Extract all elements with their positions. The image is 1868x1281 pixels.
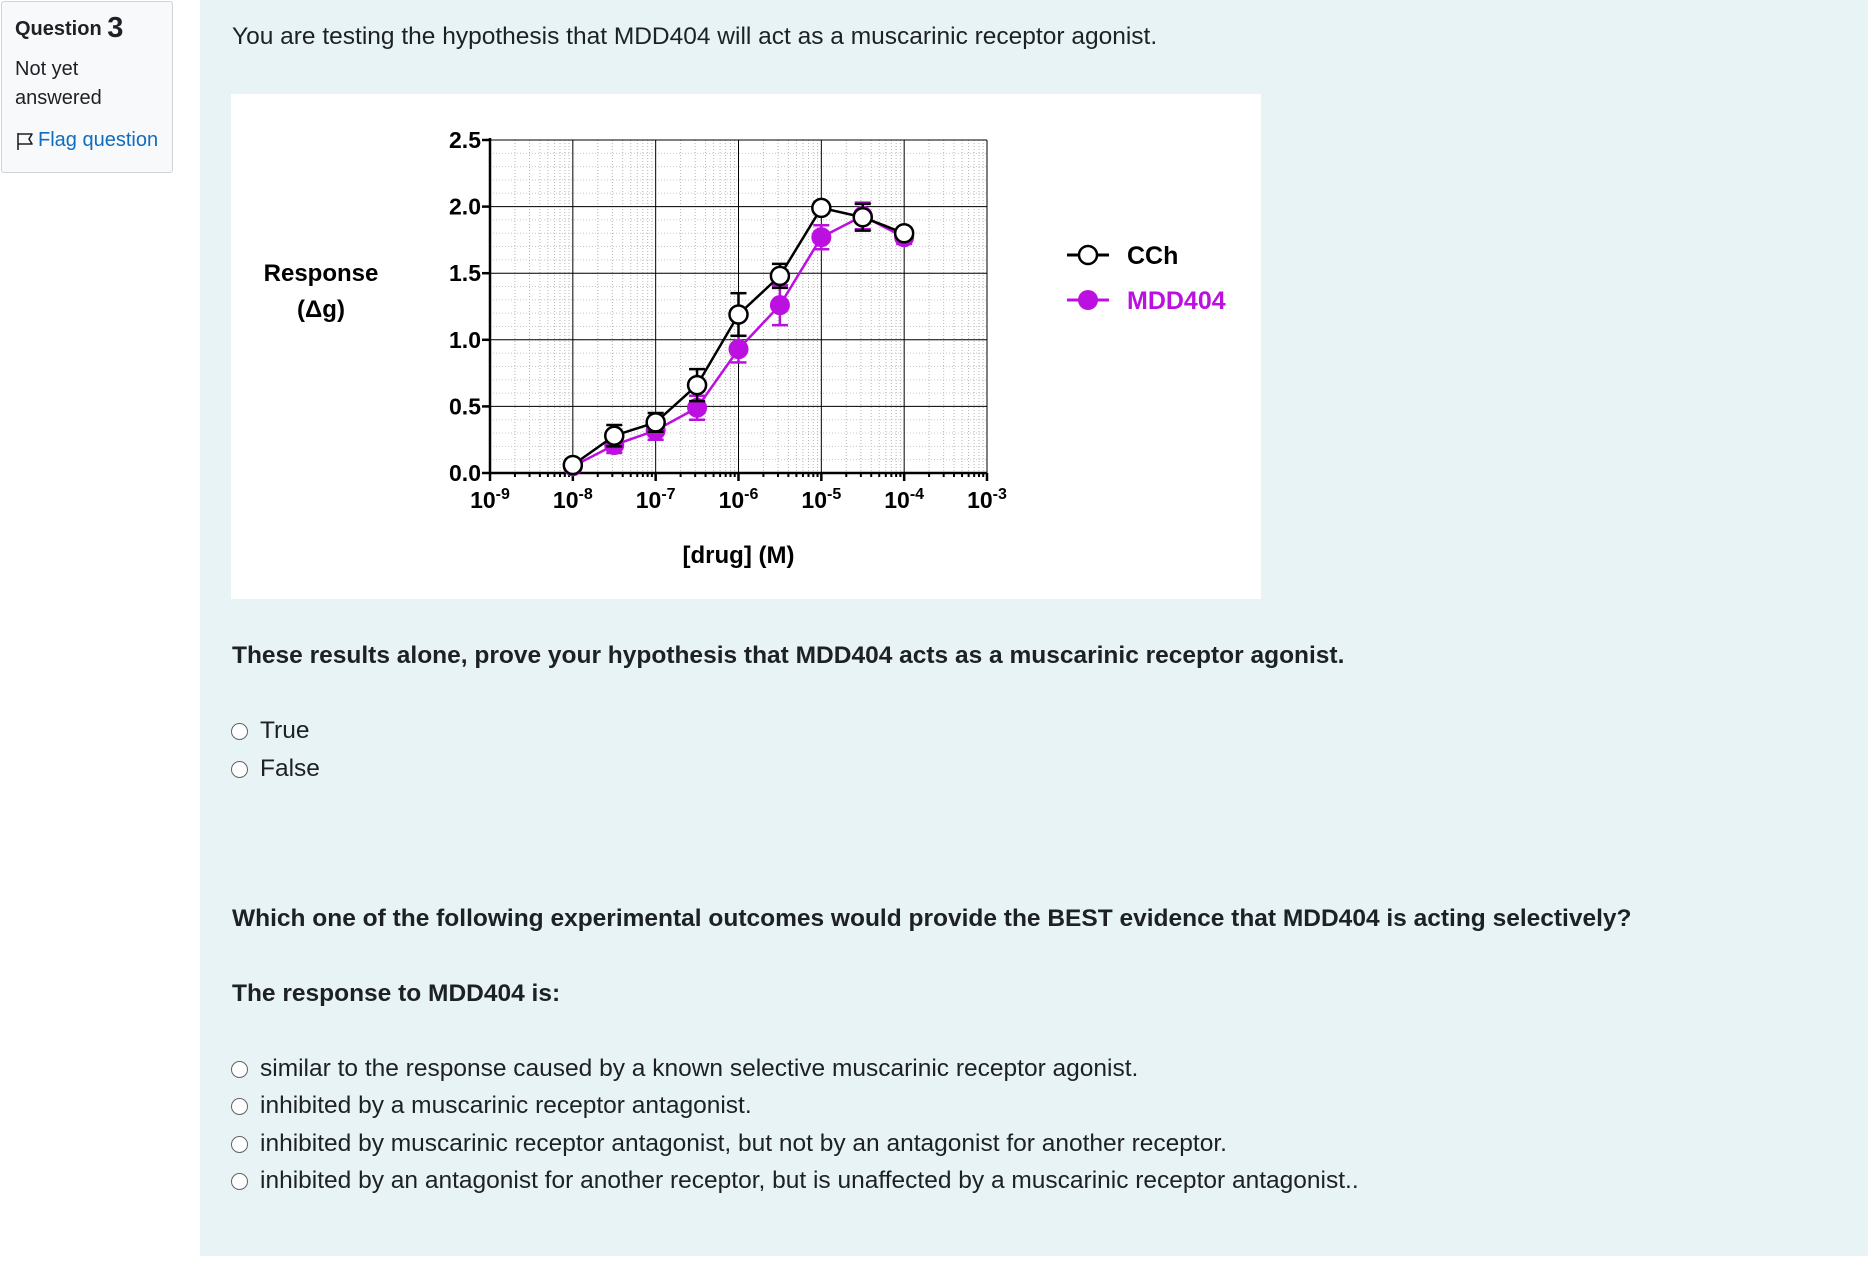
data-point-cch [564,456,582,474]
x-tick-label: $10^{-8}$ [552,486,593,513]
y-tick-label: 1.0 [449,326,481,353]
x-tick-label: $10^{-7}$ [635,486,676,513]
y-tick-label: 1.5 [449,260,481,287]
option-true-label: True [260,717,310,744]
dose-response-chart [231,94,1261,599]
data-point-cch [895,224,913,242]
data-point-mdd404 [729,340,748,359]
option-true[interactable] [231,717,309,745]
x-tick-label: $10^{-9}$ [470,486,510,513]
option-d[interactable] [231,1167,1359,1195]
y-tick-label: 2.5 [449,127,481,153]
option-d-label: inhibited by an antagonist for another receptor, but is unaffected by a muscarinic receptor antagonist.. [260,1167,1359,1194]
question-content [200,0,1868,1256]
flag-question-link[interactable] [15,129,172,152]
radio-b[interactable] [231,1098,248,1115]
option-a-label: similar to the response caused by a known selective muscarinic receptor agonist. [260,1055,1139,1082]
question-2-prompt: Which one of the following experimental outcomes would provide the BEST evidence that MDD404 is acting selectively? [232,905,1632,932]
x-tick-label: $10^{-4}$ [884,486,925,513]
option-false[interactable] [231,755,320,783]
data-point-cch [688,376,706,394]
question-intro: You are testing the hypothesis that MDD404 will act as a muscarinic receptor agonist. [232,23,1158,50]
y-axis-title-line1: Response [263,260,379,287]
radio-d[interactable] [231,1173,248,1190]
radio-true[interactable] [231,723,248,740]
question-info-panel [1,1,173,173]
question-word: Question [15,18,102,40]
data-point-cch [605,427,623,445]
legend-marker-cch [1079,246,1097,264]
question-number-value: 3 [107,12,124,44]
question-2-stem: The response to MDD404 is: [232,980,561,1007]
question-statement: These results alone, prove your hypothesis that MDD404 acts as a muscarinic receptor agonist. [232,642,1345,669]
flag-icon [15,131,35,151]
option-c[interactable] [231,1130,1227,1158]
option-a[interactable] [231,1055,1138,1083]
option-false-label: False [260,755,320,782]
data-point-cch [812,199,830,217]
data-point-cch [730,305,748,323]
radio-a[interactable] [231,1061,248,1078]
option-b-label: inhibited by a muscarinic receptor antagonist. [260,1092,752,1119]
x-tick-label: $10^{-6}$ [718,486,759,513]
x-axis-title: [drug] (M) [682,542,795,569]
question-state: Not yet answered [15,58,102,109]
x-tick-label: $10^{-5}$ [801,486,842,513]
legend-marker-mdd404 [1078,290,1098,310]
option-c-label: inhibited by muscarinic receptor antagonist, but not by an antagonist for another receptor. [260,1130,1227,1157]
option-b[interactable] [231,1092,752,1120]
data-point-mdd404 [770,296,789,315]
question-number [15,14,172,43]
dose-response-chart-svg [231,94,1261,599]
flag-question-label: Flag question [38,129,159,151]
y-axis-title-line2: (Δg) [297,296,345,323]
radio-false[interactable] [231,761,248,778]
data-point-mdd404 [812,228,831,247]
y-tick-label: 0.0 [449,460,481,486]
legend-label-mdd404: MDD404 [1127,287,1226,315]
data-point-cch [647,413,665,431]
y-tick-label: 2.0 [449,193,481,220]
data-point-cch [854,208,872,226]
data-point-cch [771,267,789,285]
x-tick-label: $10^{-3}$ [967,486,1007,513]
radio-c[interactable] [231,1136,248,1153]
y-tick-label: 0.5 [449,393,481,420]
legend-label-cch: CCh [1127,242,1179,270]
